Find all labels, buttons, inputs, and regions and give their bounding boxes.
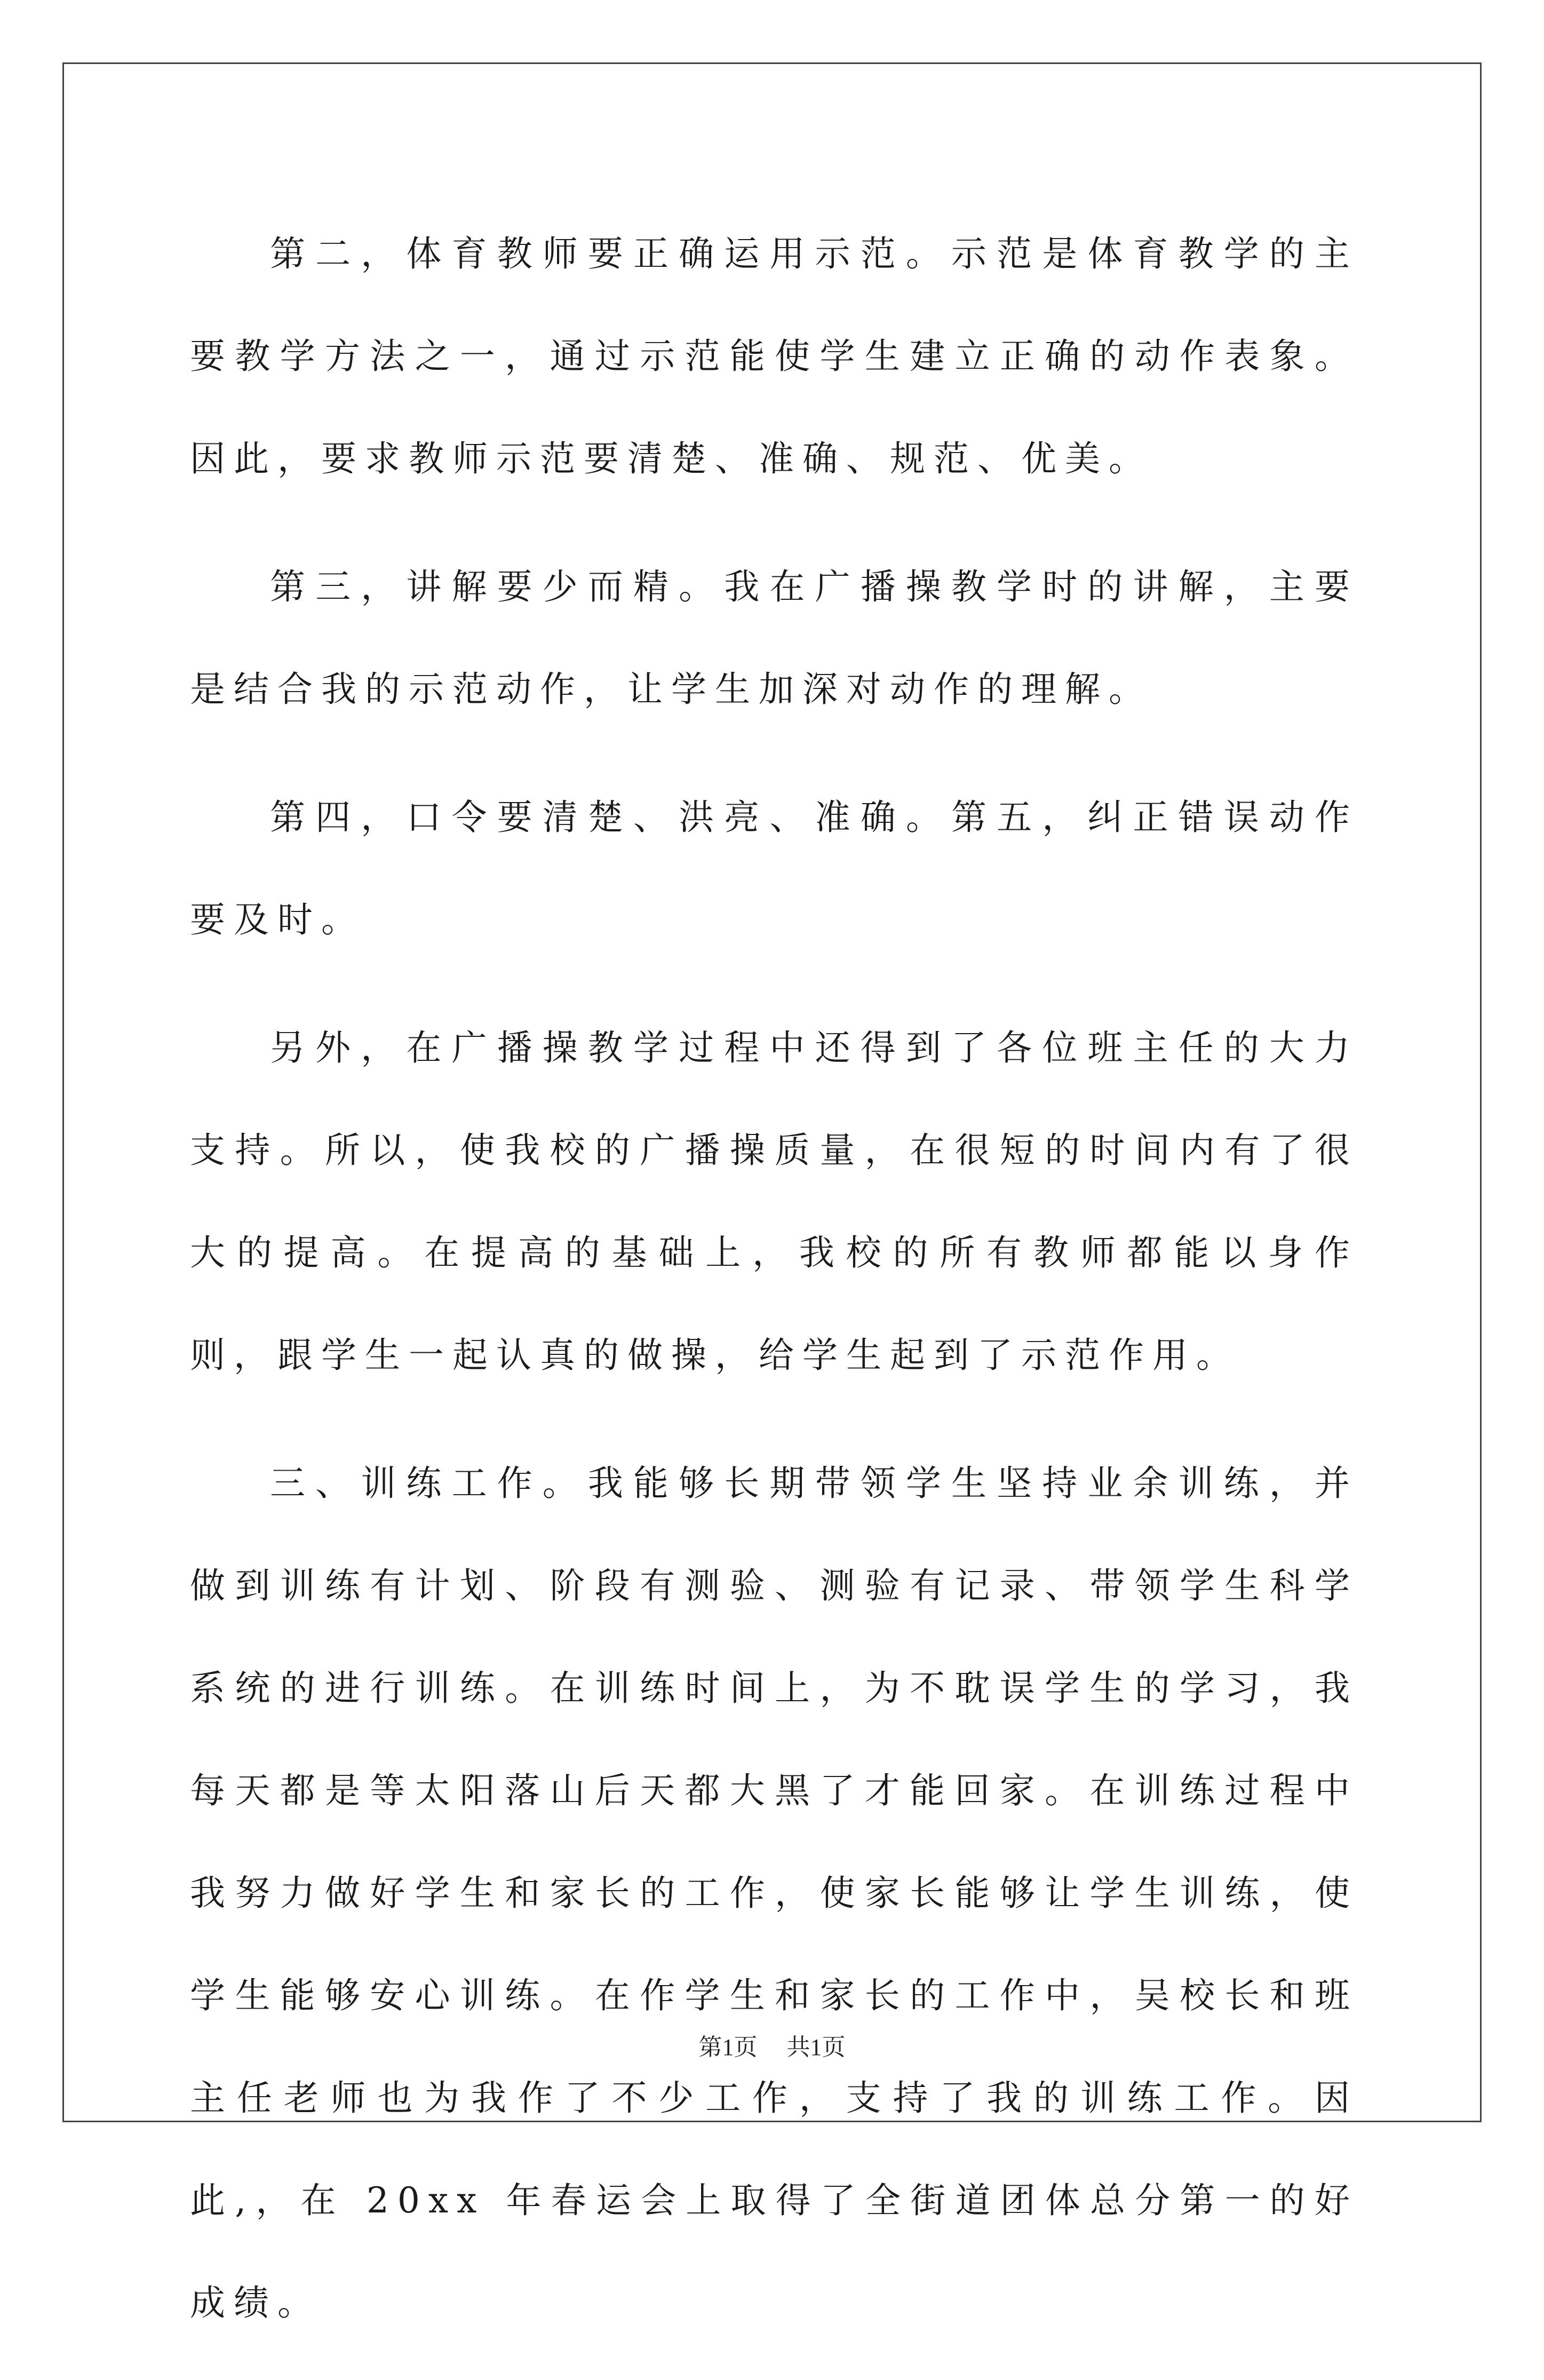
paragraph-training: 三、训练工作。我能够长期带领学生坚持业余训练，并做到训练有计划、阶段有测验、测验有记录、带领学生科学系统的进行训练。在训练时间上，为不耽误学生的学习，我每天都是等太阳落山后天都大黑了才能回家。在训练过程中我努力做好学生和家长的工作，使家长能够让学生训练，使学生能够安心训练。在作学生和家长的工作中，吴校长和班主任老师也为我作了不少工作，支持了我的训练工作。因此,，在 20xx 年春运会上取得了全街道团体总分第一的好成绩。 — [190, 1463, 1358, 2323]
page-footer — [0, 2028, 1544, 2062]
paragraph-demonstration: 第二，体育教师要正确运用示范。示范是体育教学的主要教学方法之一，通过示范能使学生建立正确的动作表象。因此，要求教师示范要清楚、准确、规范、优美。 — [190, 233, 1358, 479]
paragraph-commands: 第四，口令要清楚、洪亮、准确。第五，纠正错误动作要及时。 — [190, 797, 1358, 940]
page-total: 共1页 — [786, 2034, 846, 2060]
paragraph-support: 另外，在广播操教学过程中还得到了各位班主任的大力支持。所以，使我校的广播操质量，在很短的时间内有了很大的提高。在提高的基础上，我校的所有教师都能以身作则，跟学生一起认真的做操，给学生起到了示范作用。 — [190, 1027, 1358, 1376]
paragraph-explanation: 第三，讲解要少而精。我在广播操教学时的讲解，主要是结合我的示范动作，让学生加深对动作的理解。 — [190, 566, 1358, 710]
page-number: 第1页 — [698, 2034, 758, 2060]
